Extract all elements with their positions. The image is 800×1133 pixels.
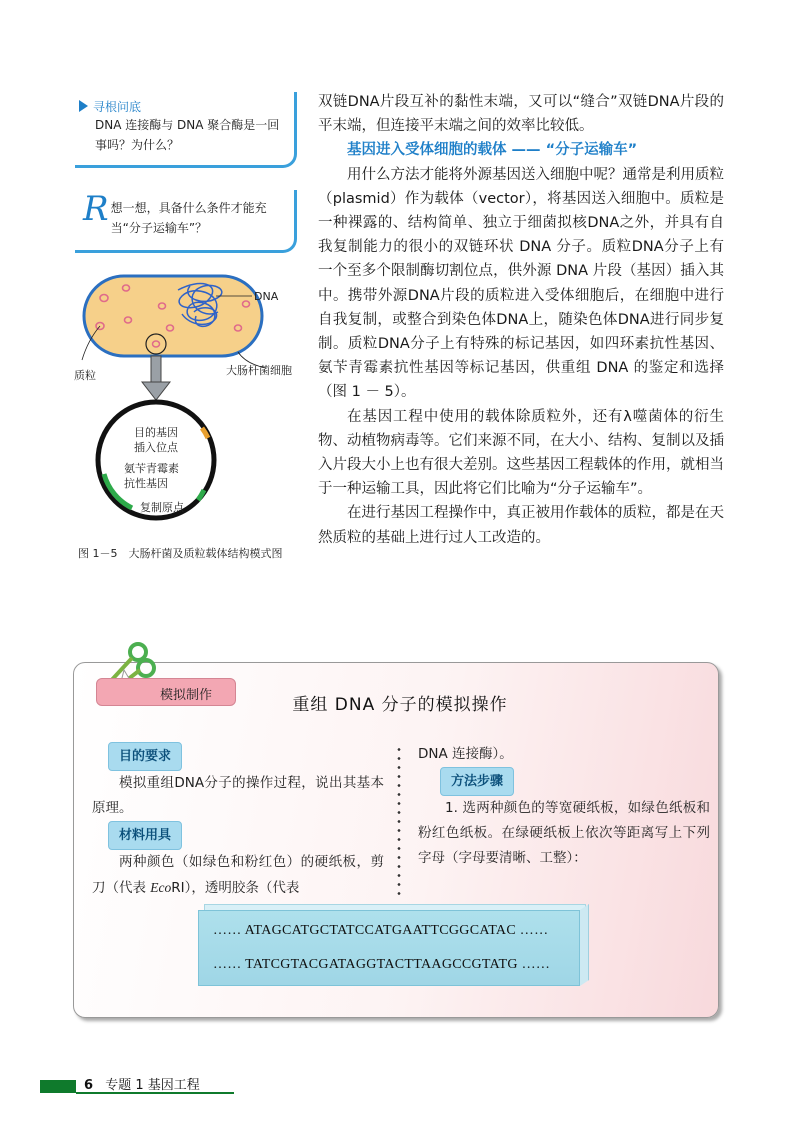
label-dna: DNA: [254, 290, 279, 303]
arrow-shaft: [151, 356, 161, 384]
footer-green-bar: [40, 1080, 76, 1093]
label-amp-gene-1: 氨苄青霉素: [124, 462, 179, 475]
label-insertion-site-1: 目的基因: [134, 426, 178, 439]
paragraph-4: 在进行基因工程操作中，真正被用作载体的质粒，都是在天然质粒的基础上进行过人工改造的。: [318, 505, 724, 546]
decorative-initial-r: R: [83, 189, 109, 229]
paragraph-2: 用什么方法才能将外源基因送入细胞中呢？通常是利用质粒（plasmid）作为载体（vector），将基因送入细胞中。质粒是一种裸露的、结构简单、独立于细菌拟核DNA之外，并具有自我复制能力的很小的双链环状 DNA 分子。质粒DNA分子上有一个至多个限制酶切割位点，供外源 DNA 片段（基因）插入其中。携带外源DNA片段的质粒进入受体细胞后，在细胞中进行自我复制，或整合到染色体DNA上，随染色体DNA进行同步复制。质粒DNA分子上有特殊的标记基因，如四环素抗性基因、氨苄青霉素抗性基因等标记基因，供重组 DNA 的鉴定和选择（图 1 － 5）。: [318, 166, 724, 401]
sidebar-question-box: [75, 92, 297, 168]
down-arrow-icon: [142, 382, 170, 400]
figure-caption: 图 1－5 大肠杆菌及质粒载体结构模式图: [78, 547, 283, 560]
activity-left-column: [92, 742, 384, 901]
activity-right-column: [418, 742, 710, 871]
materials-label: 材料用具: [108, 821, 182, 850]
materials-text: [92, 850, 384, 901]
think-box-text: 想一想，具备什么条件才能充当“分子运输车”？: [110, 201, 267, 235]
column-divider-dots: [397, 745, 401, 895]
sequence-line-2: …… TATCGTACGATAGGTACTTAAGCCGTATG ……: [213, 957, 551, 972]
paragraph-1: 双链DNA片段互补的黏性末端，又可以“缝合”双链DNA片段的平末端，但连接平末端之间的效率比较低。: [318, 94, 724, 135]
question-box-text: DNA 连接酶与 DNA 聚合酶是一回事吗？为什么？: [95, 118, 280, 152]
method-label: 方法步骤: [440, 767, 514, 796]
materials-italic: Eco: [150, 880, 172, 895]
label-ecoli-cell: 大肠杆菌细胞: [226, 364, 292, 377]
ecoli-cell-shape: [84, 276, 262, 356]
sequence-box: [198, 910, 580, 986]
materials-text-b: RI），透明胶条（代表: [171, 880, 300, 896]
page-number: 6: [84, 1078, 94, 1093]
question-box-title: [79, 98, 282, 115]
label-insertion-site-2: 插入位点: [134, 441, 178, 454]
sequence-box-side-face: [580, 904, 589, 986]
triangle-bullet-icon: [79, 100, 88, 112]
activity-title: 重组 DNA 分子的模拟操作: [292, 695, 508, 715]
question-box-title-text: 寻根问底: [93, 100, 142, 114]
activity-tag-label: 模拟制作: [160, 688, 213, 703]
section-subheading: 基因进入受体细胞的载体 —— “分子运输车”: [347, 142, 638, 159]
paragraph-3: 在基因工程中使用的载体除质粒外，还有λ噬菌体的衍生物、动植物病毒等。它们来源不同，在大小、结构、复制以及插入片段大小上也有很大差别。这些基因工程载体的作用，就相当于一种运输工具，因此将它们比喻为“分子运输车”。: [318, 408, 724, 498]
label-origin: 复制原点: [140, 501, 184, 514]
footer-text: [84, 1074, 200, 1093]
method-text: 1. 选两种颜色的等宽硬纸板，如绿色纸板和粉红色纸板。在绿硬纸板上依次等距离写上下列字母（字母要清晰、工整）：: [418, 800, 710, 866]
sidebar-think-box: [75, 190, 297, 253]
purpose-label: 目的要求: [108, 742, 182, 771]
materials-continued: DNA 连接酶）。: [418, 746, 513, 762]
materials-text-a: 两种颜色（如绿色和粉红色）的硬纸板，剪刀（代表: [92, 854, 384, 896]
topic-label: 专题 1 基因工程: [105, 1078, 200, 1093]
figure-1-5-diagram: [70, 268, 310, 546]
main-text-column: [318, 90, 724, 550]
label-amp-gene-2: 抗性基因: [124, 477, 168, 490]
label-plasmid: 质粒: [74, 369, 96, 382]
purpose-text: 模拟重组DNA分子的操作过程，说出其基本原理。: [92, 775, 384, 816]
sequence-line-1: …… ATAGCATGCTATCCATGAATTCGGCATAC ……: [213, 923, 549, 938]
